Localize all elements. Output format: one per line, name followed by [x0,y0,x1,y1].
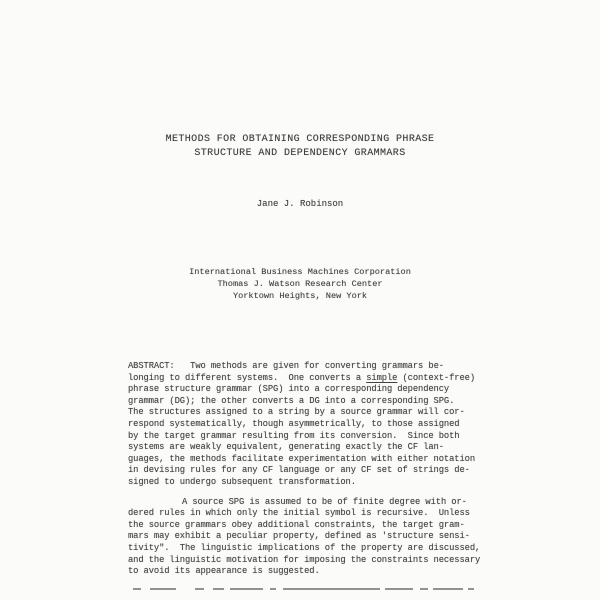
author-name: Jane J. Robinson [256,199,344,209]
abstract-line: signed to undergo subsequent transformation. [128,476,356,487]
abstract-paragraph-2 [128,497,484,578]
abstract-line-text: longing to different systems. One converts a [128,372,367,383]
affiliation-center: Thomas J. Watson Research Center [217,279,383,289]
cutoff-line-fragment [420,588,428,590]
abstract-paragraph-1 [128,361,484,489]
abstract-line: the source grammars obey additional constraints, the target gram- [128,519,465,530]
abstract-line: mars may exhibit a peculiar property, defined as 'structure sensi- [128,531,470,542]
abstract-line: in devising rules for any CF language or any CF set of strings de- [128,465,470,476]
abstract-line: dered rules in which only the initial symbol is recursive. Unless [128,508,470,519]
abstract-line [128,361,484,373]
abstract-line: and the linguistic motivation for imposing the constraints necessary [128,554,481,565]
abstract-line: phrase structure grammar (SPG) into a corresponding dependency [128,384,450,395]
abstract-line: A source SPG is assumed to be of finite degree with or- [182,496,467,507]
abstract-line: tivity". The linguistic implications of the property are discussed, [128,542,481,553]
abstract-line: The structures assigned to a string by a source grammar will cor- [128,407,465,418]
abstract-line: grammar (DG); the other converts a DG into a corresponding SPG. [128,395,455,406]
abstract-section [128,361,484,578]
abstract-line: to avoid its appearance is suggested. [128,566,320,577]
abstract-line-text: (context-free) [397,372,475,383]
underlined-word: simple [366,372,398,383]
abstract-line: guages, the methods facilitate experimentation with either notation [128,453,475,464]
cutoff-next-line-fragments [0,588,600,591]
abstract-line: systems are weakly equivalent, generating exactly the CF lan- [128,442,444,453]
cutoff-line-fragment [468,588,474,590]
abstract-label: ABSTRACT: [128,361,175,371]
cutoff-line-fragment [385,588,413,590]
cutoff-line-fragment [283,588,380,590]
abstract-line-text: Two methods are given for converting grammars be- [174,361,444,371]
cutoff-line-fragment [270,588,276,590]
paper-title-line-1: METHODS FOR OBTAINING CORRESPONDING PHRASE [165,134,435,145]
cutoff-line-fragment [213,588,224,590]
cutoff-line-fragment [433,588,463,590]
cutoff-line-fragment [150,588,176,590]
paper-title-line-2: STRUCTURE AND DEPENDENCY GRAMMARS [194,148,406,159]
cutoff-line-fragment [195,588,204,590]
affiliation [0,266,600,302]
affiliation-organization: International Business Machines Corporation [189,267,411,277]
paper-title [0,133,600,161]
cutoff-line-fragment [133,588,141,590]
abstract-line: respond systematically, though asymmetrically, to those assigned [128,418,460,429]
cutoff-line-fragment [230,588,263,590]
abstract-line: by the target grammar resulting from its conversion. Since both [128,430,460,441]
abstract-line [128,373,484,385]
affiliation-location: Yorktown Heights, New York [232,291,368,301]
